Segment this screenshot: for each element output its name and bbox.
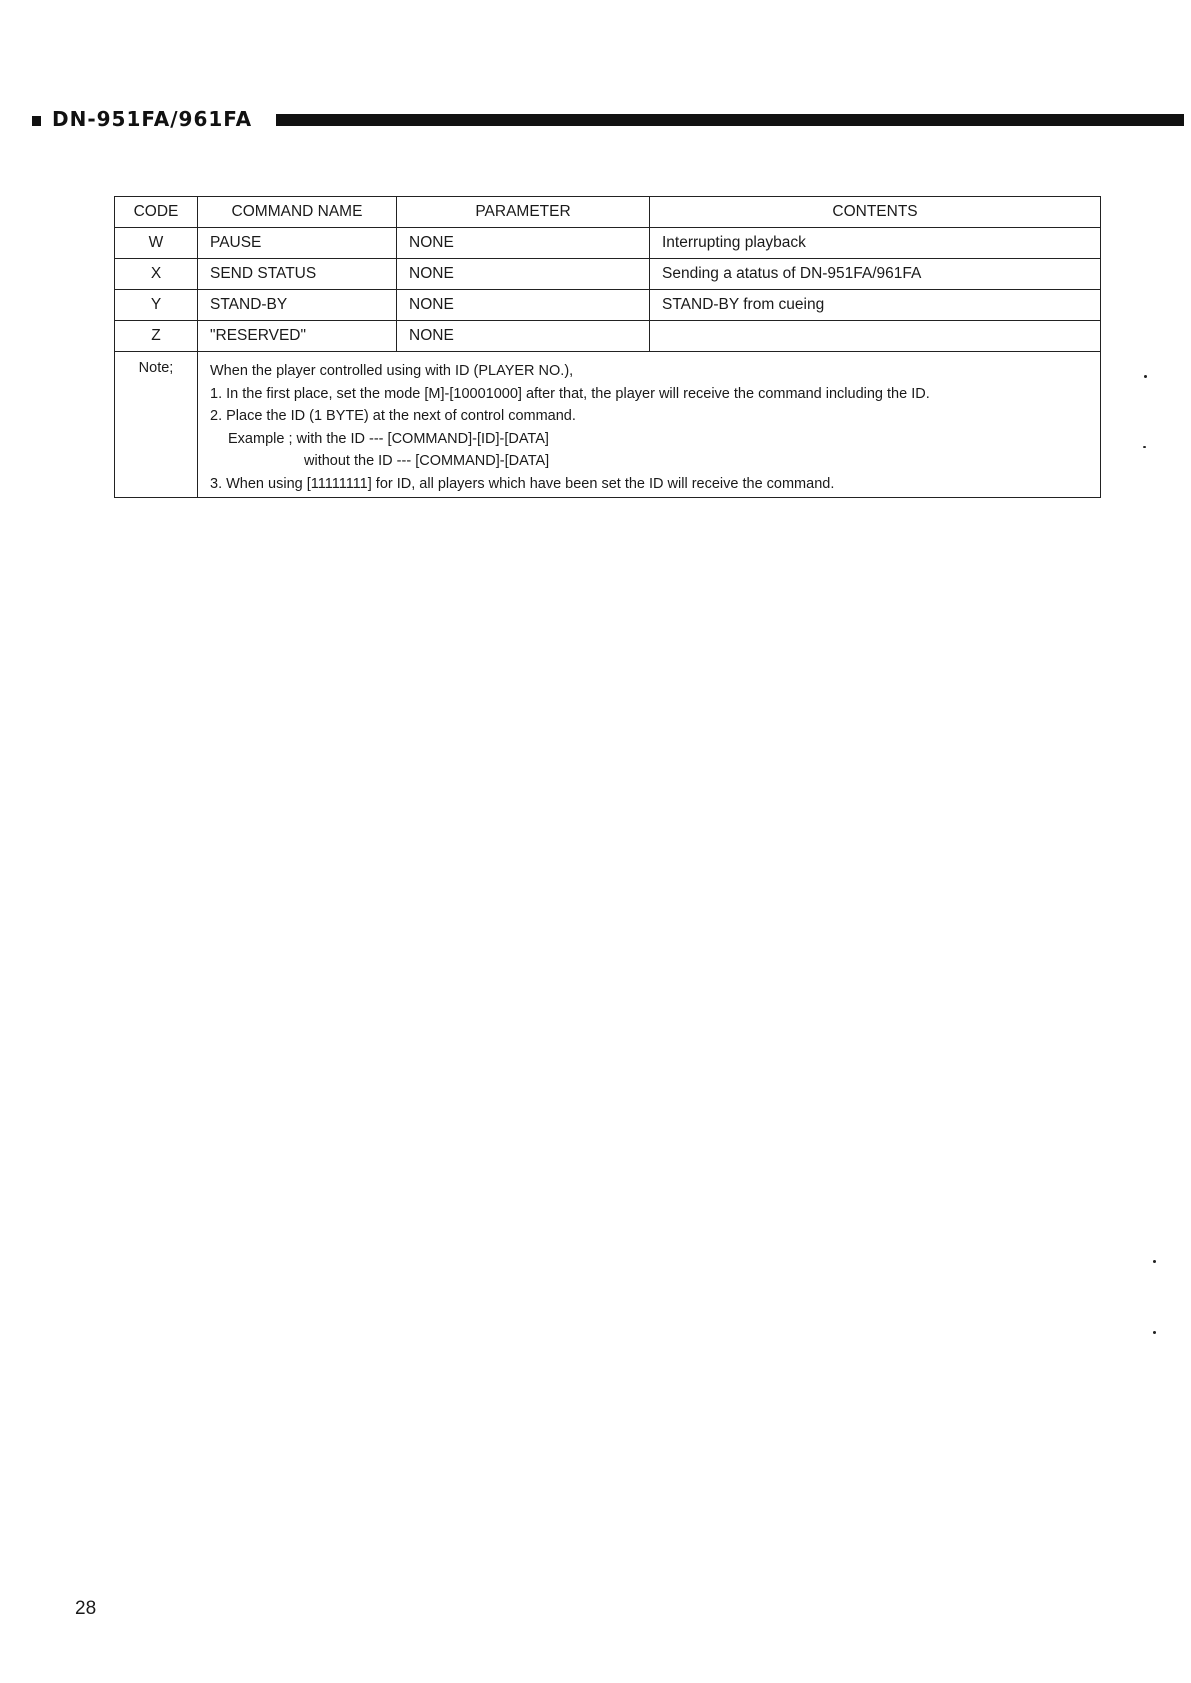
- column-header-contents: CONTENTS: [650, 197, 1101, 228]
- cell-command-name: SEND STATUS: [198, 259, 397, 290]
- cell-command-name: STAND-BY: [198, 290, 397, 321]
- cell-contents: Sending a atatus of DN-951FA/961FA: [650, 259, 1101, 290]
- cell-contents: Interrupting playback: [650, 228, 1101, 259]
- cell-contents: STAND-BY from cueing: [650, 290, 1101, 321]
- note-line: 3. When using [11111111] for ID, all players which have been set the ID will receive the command.: [210, 475, 835, 492]
- table-header-row: [115, 197, 1101, 228]
- note-label: Note;: [115, 352, 198, 498]
- table-row: [115, 321, 1101, 352]
- cell-parameter: NONE: [397, 228, 650, 259]
- note-line: without the ID --- [COMMAND]-[DATA]: [304, 453, 550, 469]
- page-number: 28: [75, 1598, 97, 1619]
- cell-code: Y: [115, 290, 198, 321]
- cell-code: X: [115, 259, 198, 290]
- note-line: 1. In the first place, set the mode [M]-[10001000] after that, the player will receive the command including the ID.: [210, 385, 930, 402]
- cell-command-name: PAUSE: [198, 228, 397, 259]
- cell-code: W: [115, 228, 198, 259]
- cell-parameter: NONE: [397, 290, 650, 321]
- table-row: [115, 228, 1101, 259]
- page-header: [32, 106, 1182, 132]
- cell-contents: [650, 321, 1101, 352]
- column-header-parameter: PARAMETER: [397, 197, 650, 228]
- cell-code: Z: [115, 321, 198, 352]
- scan-speck: [1143, 446, 1146, 448]
- command-table: [114, 196, 1101, 498]
- scan-speck: [1144, 375, 1147, 378]
- header-rule: [276, 114, 1184, 126]
- note-line: 2. Place the ID (1 BYTE) at the next of control command.: [210, 408, 576, 424]
- scan-speck: [1153, 1331, 1156, 1334]
- table-row: [115, 290, 1101, 321]
- column-header-command-name: COMMAND NAME: [198, 197, 397, 228]
- note-body: [198, 352, 1101, 498]
- header-bullet-icon: [32, 116, 41, 126]
- header-title: DN-951FA/961FA: [52, 107, 253, 131]
- cell-command-name: "RESERVED": [198, 321, 397, 352]
- note-row: [115, 352, 1101, 498]
- note-line: Example ; with the ID --- [COMMAND]-[ID]-[DATA]: [228, 430, 549, 447]
- table-row: [115, 259, 1101, 290]
- column-header-code: CODE: [115, 197, 198, 228]
- cell-parameter: NONE: [397, 259, 650, 290]
- note-line: When the player controlled using with ID (PLAYER NO.),: [210, 363, 574, 379]
- cell-parameter: NONE: [397, 321, 650, 352]
- scan-speck: [1153, 1260, 1156, 1263]
